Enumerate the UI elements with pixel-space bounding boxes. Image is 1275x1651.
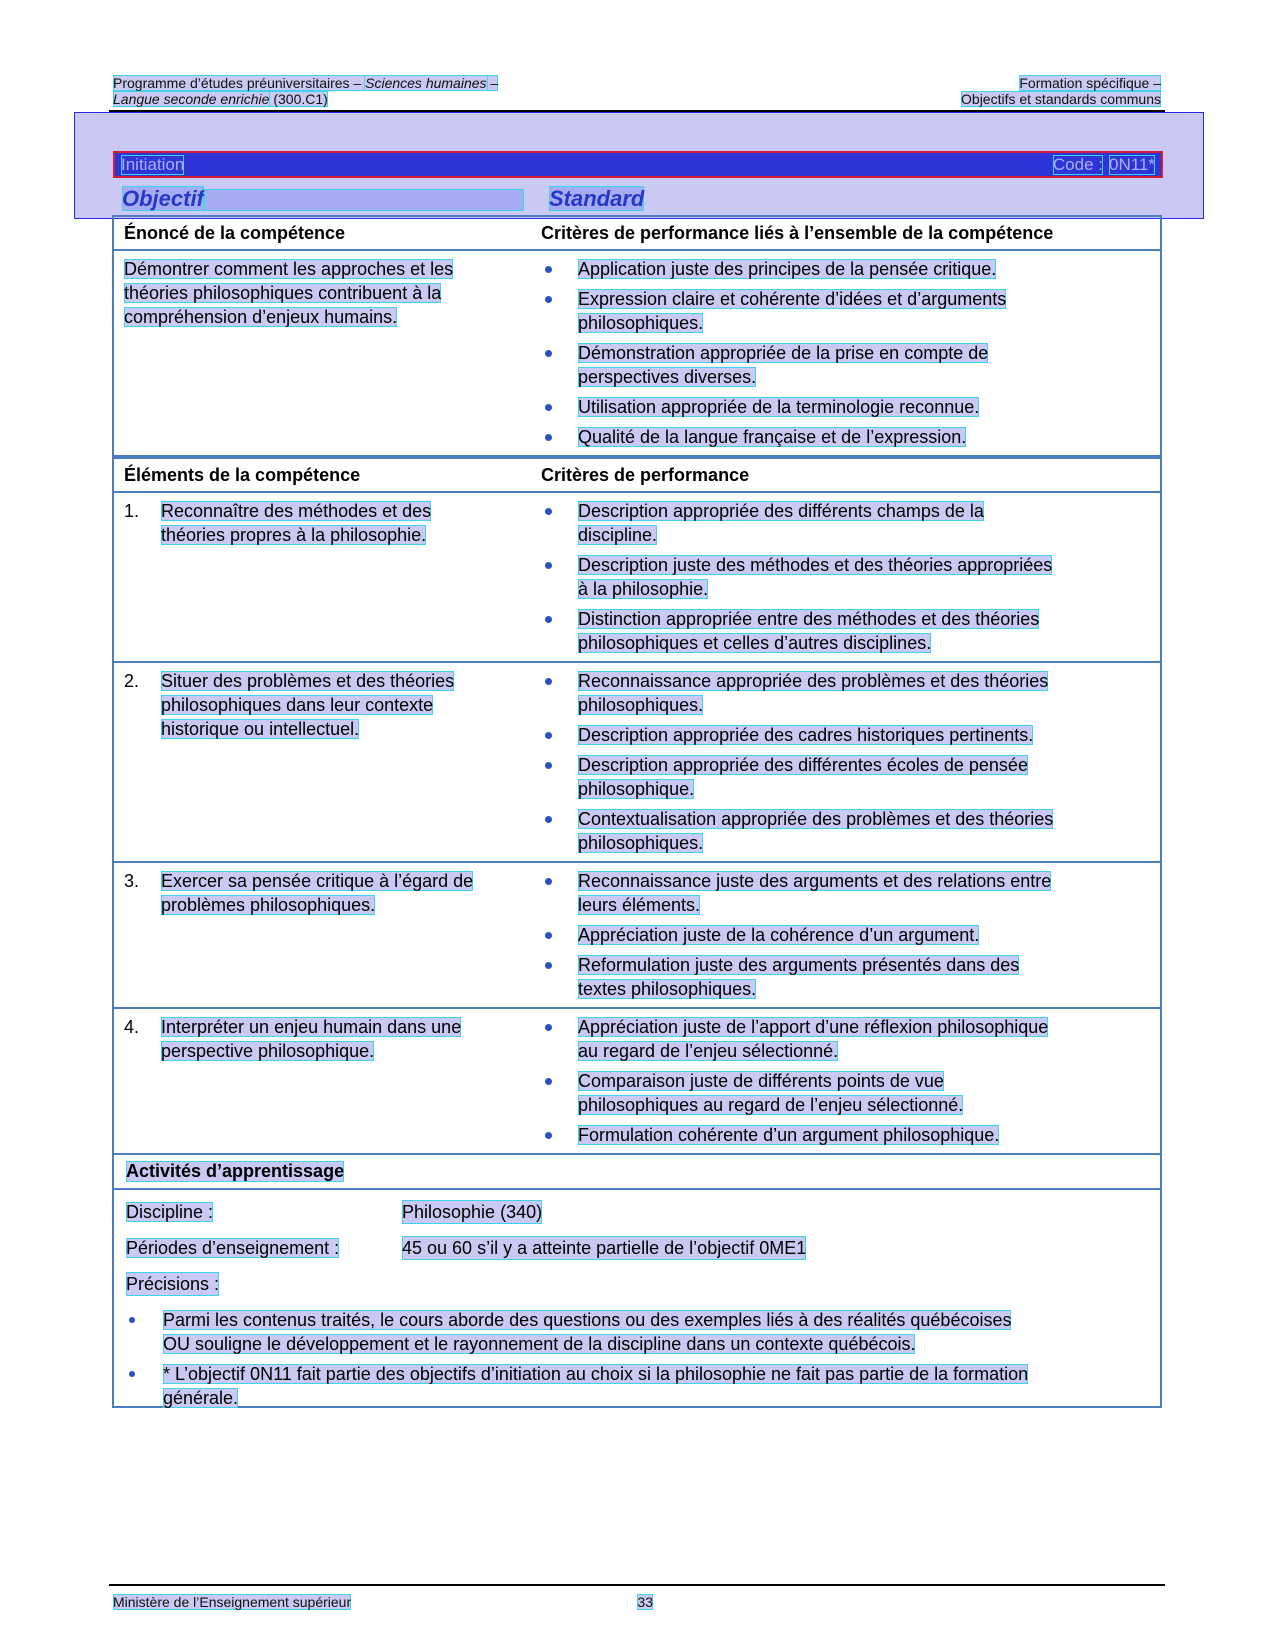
activities-title: Activités d’apprentissage (126, 1161, 345, 1181)
objectif-heading-text: Objectif (122, 186, 204, 211)
criterion-text: philosophiques au regard de l’enjeu sélectionné. (578, 1095, 964, 1115)
competence-table (112, 215, 1162, 457)
activities-header (114, 1155, 1160, 1190)
note-text: * L’objectif 0N11 fait partie des objectifs d’initiation au choix si la philosophie ne fait pas partie de la formation (163, 1364, 1029, 1384)
code-label: Code : (1052, 154, 1103, 174)
precisions-label: Précisions : (126, 1274, 220, 1294)
criterion-item (541, 1015, 1140, 1063)
element-line: problèmes philosophiques. (161, 895, 376, 915)
bullet-icon (541, 953, 578, 1001)
criterion-text: Reconnaissance appropriée des problèmes et des théories (578, 671, 1049, 691)
bullet-icon (541, 1069, 578, 1117)
page-footer (113, 1594, 653, 1610)
bullet-icon (541, 869, 578, 917)
header-program-end: – (486, 75, 499, 91)
element-number: 3. (124, 871, 140, 891)
criterion-text: Formulation cohérente d’un argument philosophique. (578, 1125, 1000, 1145)
level-label: Initiation (121, 154, 185, 174)
element-criteria (541, 1009, 1160, 1153)
header-subsection: Objectifs et standards communs (961, 91, 1161, 107)
criterion-text: philosophique. (578, 779, 695, 799)
criterion-text: Reformulation juste des arguments présentés dans des (578, 955, 1020, 975)
criterion-item (541, 1069, 1140, 1117)
criterion-text: Appréciation juste de l’apport d’une réflexion philosophique (578, 1017, 1049, 1037)
bullet-icon (541, 395, 578, 419)
competence-criteria (541, 251, 1160, 455)
criterion-item (541, 395, 1140, 419)
element-number: 2. (124, 671, 140, 691)
criterion-item (541, 753, 1140, 801)
criterion-text: Contextualisation appropriée des problèmes et des théories (578, 809, 1054, 829)
note-text: générale. (163, 1388, 239, 1408)
statement-line: Démontrer comment les approches et les (124, 259, 454, 279)
activities-box (112, 1153, 1162, 1408)
competence-header (114, 217, 1160, 251)
code-group (1053, 155, 1155, 175)
footer-ministry: Ministère de l’Enseignement supérieur (113, 1594, 352, 1610)
elements-table (112, 457, 1162, 1155)
criterion-text: textes philosophiques. (578, 979, 757, 999)
bullet-icon (541, 807, 578, 855)
criterion-item (541, 553, 1140, 601)
criterion-text: Description appropriée des différentes écoles de pensée (578, 755, 1028, 775)
statement-line: théories philosophiques contribuent à la (124, 283, 442, 303)
criterion-text: philosophiques. (578, 313, 704, 333)
criterion-text: leurs éléments. (578, 895, 701, 915)
competence-body (114, 251, 1160, 455)
element-criteria (541, 663, 1160, 861)
element-line: théories propres à la philosophie. (161, 525, 427, 545)
objectif-heading-fill (204, 189, 524, 211)
criterion-item (541, 341, 1140, 389)
bullet-icon (541, 341, 578, 389)
bullet-icon (541, 723, 578, 747)
header-program-italic: Sciences humaines (365, 75, 487, 91)
bullet-icon (541, 607, 578, 655)
bullet-icon (541, 1015, 578, 1063)
criterion-text: Appréciation juste de la cohérence d’un argument. (578, 925, 980, 945)
elements-right-header: Critères de performance (541, 464, 750, 485)
criterion-item (541, 953, 1140, 1001)
criterion-text: Description appropriée des cadres historiques pertinents. (578, 725, 1034, 745)
running-header (113, 75, 1161, 107)
criterion-text: à la philosophie. (578, 579, 709, 599)
criterion-text: discipline. (578, 525, 658, 545)
criterion-text: philosophiques et celles d’autres disciplines. (578, 633, 932, 653)
element-criteria (541, 863, 1160, 1007)
criterion-text: Expression claire et cohérente d’idées et d’arguments (578, 289, 1007, 309)
bullet-icon (541, 257, 578, 281)
criterion-text: Description juste des méthodes et des théories appropriées (578, 555, 1053, 575)
standard-heading (549, 186, 644, 212)
discipline-row (126, 1200, 1160, 1224)
note-text: OU souligne le développement et le rayonnement de la discipline dans un contexte québécois. (163, 1334, 916, 1354)
element-statement (114, 663, 541, 861)
title-band (113, 151, 1163, 178)
element-row-2 (114, 663, 1160, 863)
criterion-text: Comparaison juste de différents points de vue (578, 1071, 944, 1091)
bullet-icon (541, 425, 578, 449)
criterion-text: Démonstration appropriée de la prise en compte de (578, 343, 989, 363)
criterion-text: perspectives diverses. (578, 367, 757, 387)
element-statement (114, 493, 541, 661)
header-program-line2-italic: Langue seconde enrichie (113, 91, 270, 107)
bullet-icon (541, 287, 578, 335)
competence-statement (114, 251, 541, 455)
elements-header (114, 459, 1160, 493)
header-program (113, 75, 498, 91)
periods-value: 45 ou 60 s’il y a atteinte partielle de l’objectif 0ME1 (402, 1238, 807, 1258)
criterion-item (541, 287, 1140, 335)
criterion-item (541, 499, 1140, 547)
element-line: philosophiques dans leur contexte (161, 695, 434, 715)
element-statement (114, 1009, 541, 1153)
element-number: 4. (124, 1017, 140, 1037)
criterion-text: Utilisation appropriée de la terminologie reconnue. (578, 397, 980, 417)
criterion-item (541, 923, 1140, 947)
element-criteria (541, 493, 1160, 661)
criterion-item (541, 669, 1140, 717)
element-row-4 (114, 1009, 1160, 1153)
page-number: 33 (637, 1594, 653, 1610)
standard-heading-text: Standard (549, 186, 645, 211)
bullet-icon (541, 669, 578, 717)
criterion-item (541, 869, 1140, 917)
criterion-text: philosophiques. (578, 695, 704, 715)
criterion-text: Reconnaissance juste des arguments et des relations entre (578, 871, 1052, 891)
criterion-text: Qualité de la langue française et de l’expression. (578, 427, 967, 447)
periods-label: Périodes d’enseignement : (126, 1238, 340, 1258)
bullet-icon (126, 1308, 163, 1356)
precision-note (126, 1308, 1148, 1356)
criterion-text: philosophiques. (578, 833, 704, 853)
criterion-item (541, 257, 1140, 281)
element-line: Situer des problèmes et des théories (161, 671, 455, 691)
header-program-line2 (113, 91, 328, 107)
criterion-text: Distinction appropriée entre des méthodes et des théories (578, 609, 1040, 629)
element-line: Interpréter un enjeu humain dans une (161, 1017, 462, 1037)
competence-right-header: Critères de performance liés à l’ensemble de la compétence (541, 222, 1054, 243)
header-section: Formation spécifique – (1019, 75, 1161, 91)
criterion-text: Description appropriée des différents champs de la (578, 501, 984, 521)
bullet-icon (541, 1123, 578, 1147)
bullet-icon (541, 553, 578, 601)
precisions-row (126, 1272, 1160, 1296)
note-text: Parmi les contenus traités, le cours aborde des questions ou des exemples liés à des réalités québécoises (163, 1310, 1012, 1330)
bullet-icon (541, 753, 578, 801)
element-line: perspective philosophique. (161, 1041, 375, 1061)
criterion-item (541, 1123, 1140, 1147)
element-number: 1. (124, 501, 140, 521)
periods-row (126, 1236, 1160, 1260)
header-program-plain: Programme d’études préuniversitaires – (113, 75, 366, 91)
criterion-text: au regard de l’enjeu sélectionné. (578, 1041, 839, 1061)
competence-left-header: Énoncé de la compétence (124, 222, 346, 243)
bullet-icon (126, 1362, 163, 1410)
bullet-icon (541, 499, 578, 547)
element-statement (114, 863, 541, 1007)
criterion-item (541, 425, 1140, 449)
element-row-3 (114, 863, 1160, 1009)
element-line: historique ou intellectuel. (161, 719, 360, 739)
footer-rule (109, 1584, 1165, 1586)
criterion-item (541, 807, 1140, 855)
criterion-text: Application juste des principes de la pensée critique. (578, 259, 997, 279)
bullet-icon (541, 923, 578, 947)
discipline-value: Philosophie (340) (402, 1202, 543, 1222)
discipline-label: Discipline : (126, 1202, 214, 1222)
criterion-item (541, 607, 1140, 655)
element-line: Exercer sa pensée critique à l’égard de (161, 871, 474, 891)
code-value: 0N11* (1109, 154, 1155, 174)
objectif-heading (122, 186, 524, 212)
precision-note (126, 1362, 1148, 1410)
header-program-line2-plain: (300.C1) (269, 91, 328, 107)
element-row-1 (114, 493, 1160, 663)
criterion-item (541, 723, 1140, 747)
element-line: Reconnaître des méthodes et des (161, 501, 432, 521)
statement-line: compréhension d’enjeux humains. (124, 307, 398, 327)
elements-left-header: Éléments de la compétence (124, 464, 361, 485)
